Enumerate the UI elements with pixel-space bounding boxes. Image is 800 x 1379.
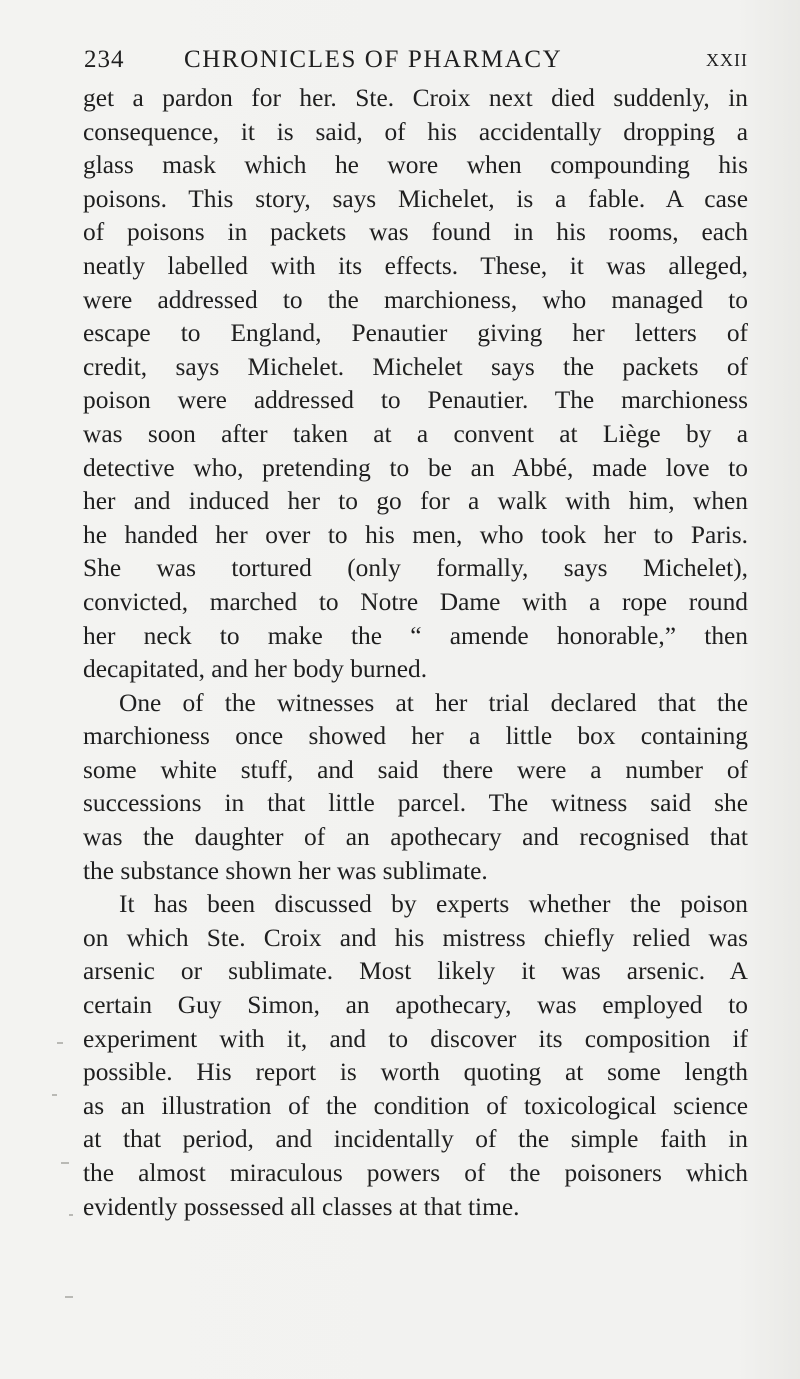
text-line: get a pardon for her. Ste. Croix next died suddenly, in — [83, 84, 748, 112]
margin-speck — [57, 1042, 63, 1044]
text-line: was the daughter of an apothecary and recognised that — [83, 823, 748, 852]
text-line: as an illustration of the condition of toxicological science — [83, 1091, 748, 1120]
text-line: glass mask which he wore when compounding his — [83, 151, 748, 180]
text-line: neatly labelled with its effects. These, it was alleged, — [83, 251, 748, 280]
margin-speck — [65, 1296, 73, 1298]
text-line: the almost miraculous powers of the poisoners which — [83, 1159, 748, 1187]
text-line: convicted, marched to Notre Dame with a rope round — [83, 587, 748, 616]
text-line: certain Guy Simon, an apothecary, was employed to — [83, 991, 748, 1020]
page-number: 234 — [84, 46, 125, 73]
text-line: of poisons in packets was found in his rooms, each — [83, 218, 748, 247]
text-line: poison were addressed to Penautier. The marchioness — [83, 386, 748, 415]
text-line: successions in that little parcel. The witness said she — [83, 789, 748, 818]
body-text — [83, 82, 748, 1224]
text-line: on which Ste. Croix and his mistress chiefly relied was — [83, 923, 748, 952]
text-line: possible. His report is worth quoting at some length — [83, 1058, 748, 1087]
text-line: escape to England, Penautier giving her letters of — [83, 319, 748, 348]
text-line: some white stuff, and said there were a number of — [83, 755, 748, 784]
text-line: She was tortured (only formally, says Michelet), — [83, 554, 748, 583]
text-line: were addressed to the marchioness, who managed to — [83, 285, 748, 314]
text-line: It has been discussed by experts whether the poison — [119, 890, 748, 919]
text-line: marchioness once showed her a little box containing — [83, 722, 748, 751]
margin-speck — [61, 1162, 69, 1164]
text-line: poisons. This story, says Michelet, is a fable. A case — [83, 184, 748, 213]
text-line: evidently possessed all classes at that time. — [83, 1192, 520, 1221]
text-line: experiment with it, and to discover its composition if — [83, 1024, 748, 1053]
running-header — [84, 46, 748, 80]
text-line: was soon after taken at a convent at Liège by a — [83, 419, 748, 448]
chapter-number: XXII — [706, 50, 748, 70]
running-title: CHRONICLES OF PHARMACY — [184, 46, 563, 73]
text-line: credit, says Michelet. Michelet says the packets of — [83, 352, 748, 381]
text-line: decapitated, and her body burned. — [83, 655, 428, 684]
text-line: her and induced her to go for a walk with him, when — [83, 487, 748, 516]
margin-speck — [52, 1094, 57, 1096]
text-line: consequence, it is said, of his accidentally dropping a — [83, 117, 748, 146]
text-line: her neck to make the “ amende honorable,” then — [83, 621, 748, 650]
text-line: he handed her over to his men, who took her to Paris. — [83, 520, 748, 549]
text-line: arsenic or sublimate. Most likely it was arsenic. A — [83, 957, 748, 986]
text-line: One of the witnesses at her trial declared that the — [119, 688, 748, 717]
text-line: the substance shown her was sublimate. — [83, 856, 488, 885]
text-line: detective who, pretending to be an Abbé, made love to — [83, 453, 748, 482]
text-line: at that period, and incidentally of the simple faith in — [83, 1125, 748, 1154]
margin-speck — [69, 1214, 73, 1216]
